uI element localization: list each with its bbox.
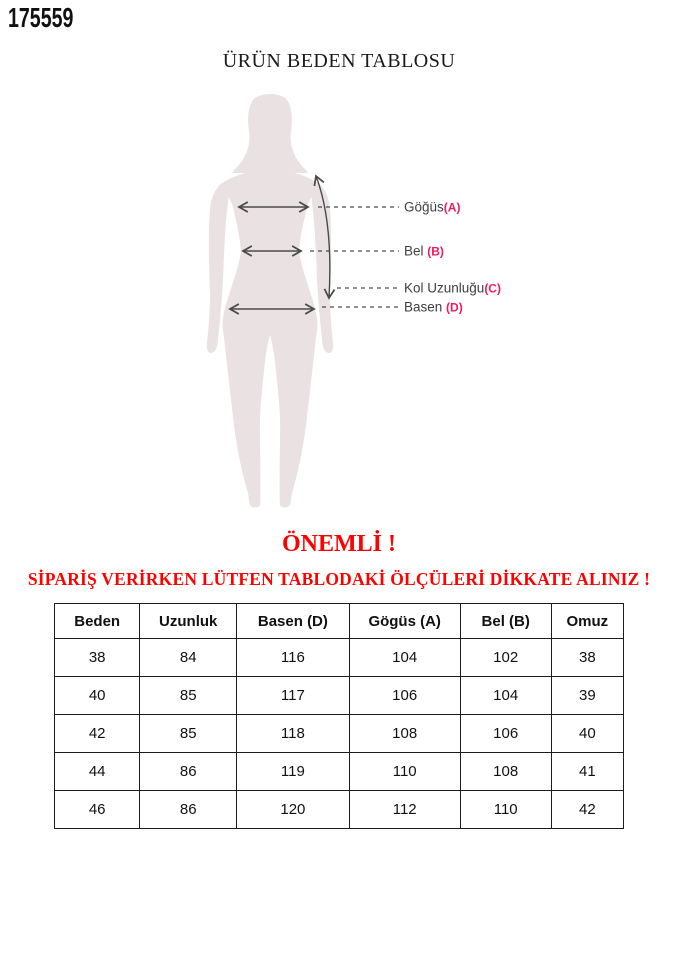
- chest-label-text: Göğüs: [404, 199, 444, 215]
- cell: 42: [55, 715, 140, 753]
- cell: 38: [551, 639, 623, 677]
- cell: 117: [237, 677, 350, 715]
- cell: 102: [460, 639, 551, 677]
- waist-label: [404, 244, 444, 259]
- cell: 42: [551, 791, 623, 829]
- important-heading: ÖNEMLİ !: [282, 531, 396, 557]
- col-header-gogus: Gögüs (A): [349, 604, 460, 639]
- cell: 106: [349, 677, 460, 715]
- cell: 108: [460, 753, 551, 791]
- size-table: [54, 603, 624, 829]
- cell: 110: [460, 791, 551, 829]
- body-measurement-diagram: [0, 85, 678, 525]
- arm-length-label: [404, 281, 501, 296]
- page-title: ÜRÜN BEDEN TABLOSU: [222, 50, 456, 72]
- cell: 85: [140, 715, 237, 753]
- table-row: [55, 639, 624, 677]
- table-row: [55, 791, 624, 829]
- cell: 41: [551, 753, 623, 791]
- col-header-omuz: Omuz: [551, 604, 623, 639]
- table-row: [55, 677, 624, 715]
- col-header-beden: Beden: [55, 604, 140, 639]
- hip-label: [404, 300, 463, 315]
- table-row: [55, 753, 624, 791]
- cell: 44: [55, 753, 140, 791]
- size-table-container: [54, 603, 624, 829]
- waist-letter: (B): [427, 244, 444, 259]
- cell: 39: [551, 677, 623, 715]
- cell: 116: [237, 639, 350, 677]
- arm-length-label-text: Kol Uzunluğu: [404, 280, 485, 296]
- cell: 46: [55, 791, 140, 829]
- cell: 104: [460, 677, 551, 715]
- table-row: [55, 715, 624, 753]
- figure-silhouette-svg: [0, 85, 678, 525]
- cell: 86: [140, 791, 237, 829]
- size-table-header-row: [55, 604, 624, 639]
- cell: 40: [55, 677, 140, 715]
- cell: 40: [551, 715, 623, 753]
- cell: 38: [55, 639, 140, 677]
- hip-label-text: Basen: [404, 299, 447, 315]
- hip-letter: (D): [446, 300, 463, 315]
- important-subheading: SİPARİŞ VERİRKEN LÜTFEN TABLODAKİ ÖLÇÜLERİ DİKKATE ALINIZ !: [27, 569, 651, 589]
- col-header-uzunluk: Uzunluk: [140, 604, 237, 639]
- product-code: 175559: [8, 2, 74, 33]
- cell: 110: [349, 753, 460, 791]
- cell: 104: [349, 639, 460, 677]
- cell: 84: [140, 639, 237, 677]
- cell: 108: [349, 715, 460, 753]
- cell: 106: [460, 715, 551, 753]
- cell: 112: [349, 791, 460, 829]
- col-header-basen: Basen (D): [237, 604, 350, 639]
- cell: 118: [237, 715, 350, 753]
- cell: 119: [237, 753, 350, 791]
- cell: 86: [140, 753, 237, 791]
- waist-label-text: Bel: [404, 243, 428, 259]
- figure-silhouette: [207, 94, 334, 508]
- cell: 85: [140, 677, 237, 715]
- chest-label: [404, 200, 460, 215]
- chest-letter: (A): [443, 200, 461, 215]
- arm-length-letter: (C): [484, 281, 501, 296]
- cell: 120: [237, 791, 350, 829]
- col-header-bel: Bel (B): [460, 604, 551, 639]
